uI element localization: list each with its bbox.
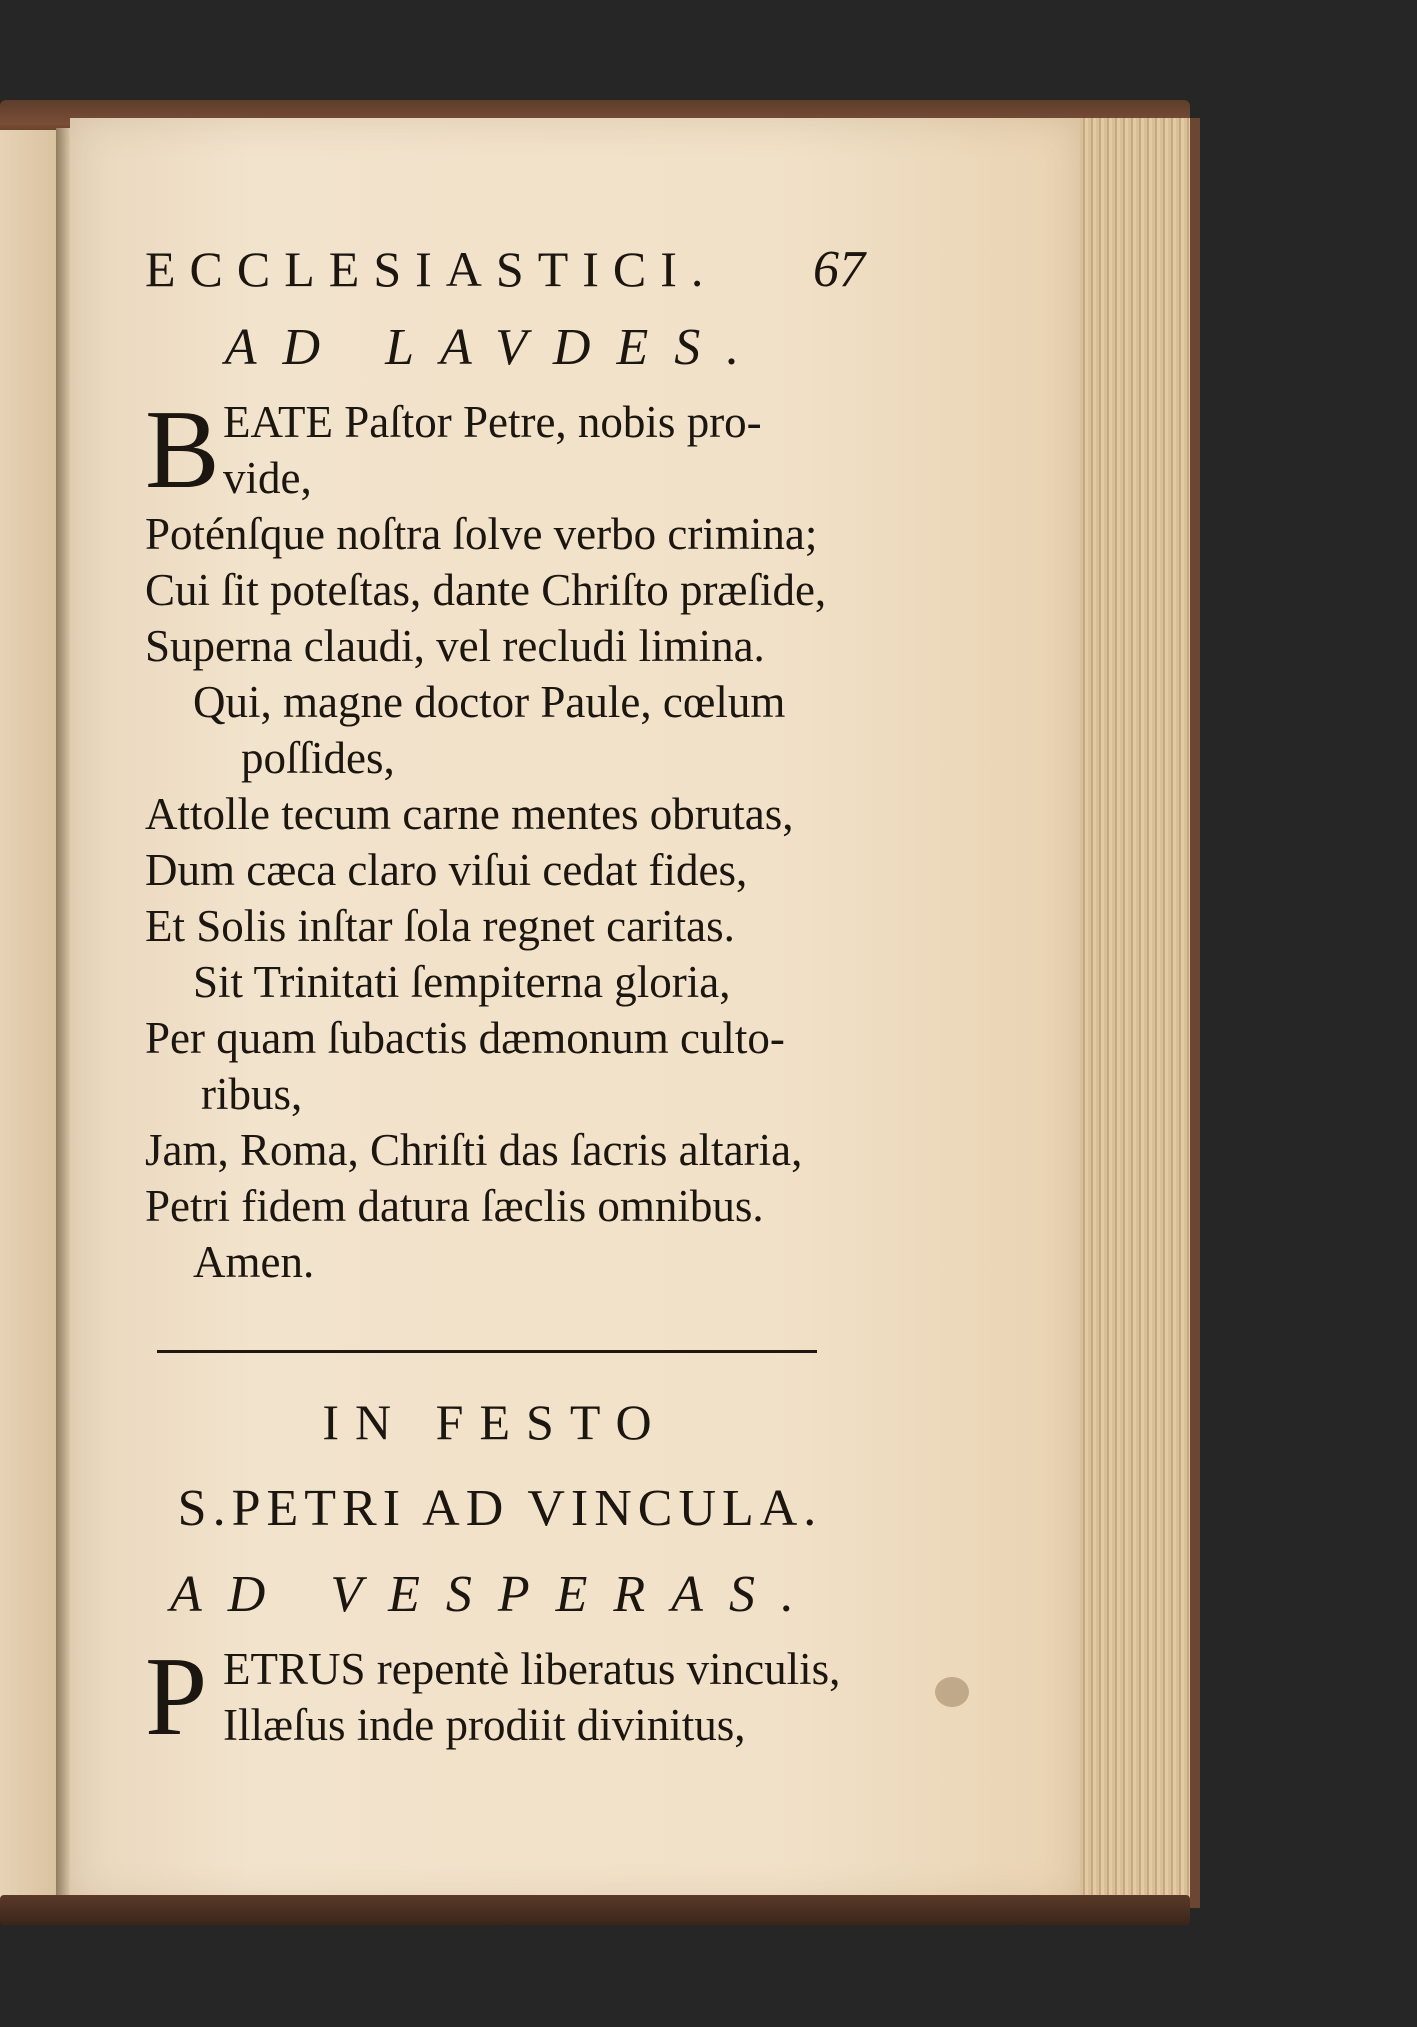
hymn-line: Illæſus inde prodiit divinitus,	[223, 1700, 746, 1750]
hymn-line: Dum cæca claro viſui cedat fides,	[145, 845, 748, 895]
hymn-line: Per quam ſubactis dæmonum culto-	[145, 1013, 785, 1063]
vesperas-opening	[145, 1635, 865, 1759]
hymn-line: ETRUS repentè liberatus vinculis,	[223, 1644, 841, 1694]
hymn-line: vide,	[223, 453, 312, 503]
page-edges	[1080, 118, 1200, 1908]
running-head-title: ECCLESIASTICI.	[145, 241, 718, 297]
hymn-line: Et Solis inſtar ſola regnet caritas.	[145, 901, 735, 951]
hymn-line: poſſides,	[241, 733, 395, 783]
hymn-line: Superna claudi, vel recludi limina.	[145, 621, 765, 671]
hymn-line: Sit Trinitati ſempiterna gloria,	[193, 957, 731, 1007]
vesperas-heading: AD VESPERAS.	[170, 1566, 820, 1623]
feast-subtitle: S.PETRI AD VINCULA.	[177, 1480, 823, 1537]
page-text	[145, 240, 865, 1759]
laudes-heading: AD LAVDES.	[224, 319, 766, 376]
page-number: 67	[813, 241, 865, 298]
hymn-line: Jam, Roma, Chriſti das ſacris altaria,	[145, 1125, 803, 1175]
hymn-line: ribus,	[201, 1069, 303, 1119]
hymn-line: EATE Paſtor Petre, nobis pro-	[223, 397, 762, 447]
hymn-line: Attolle tecum carne mentes obrutas,	[145, 789, 794, 839]
paper-stain	[935, 1677, 969, 1707]
book-cover-bottom	[0, 1895, 1190, 1925]
drop-cap: B	[145, 388, 220, 512]
hymn-line: Amen.	[193, 1237, 315, 1287]
left-page-edge	[0, 130, 61, 1900]
running-head	[145, 240, 865, 318]
hymn-line: Cui ſit poteſtas, dante Chriſto præſide,	[145, 565, 827, 615]
hymn-line: Poténſque noſtra ſolve verbo crimina;	[145, 509, 818, 559]
section-rule	[157, 1350, 817, 1353]
laudes-opening	[145, 388, 865, 512]
drop-cap: P	[145, 1635, 208, 1759]
book-gutter	[56, 128, 70, 1903]
feast-title: IN FESTO	[322, 1394, 668, 1450]
hymn-line: Qui, magne doctor Paule, cœlum	[193, 677, 786, 727]
hymn-line: Petri fidem datura ſæclis omnibus.	[145, 1181, 764, 1231]
